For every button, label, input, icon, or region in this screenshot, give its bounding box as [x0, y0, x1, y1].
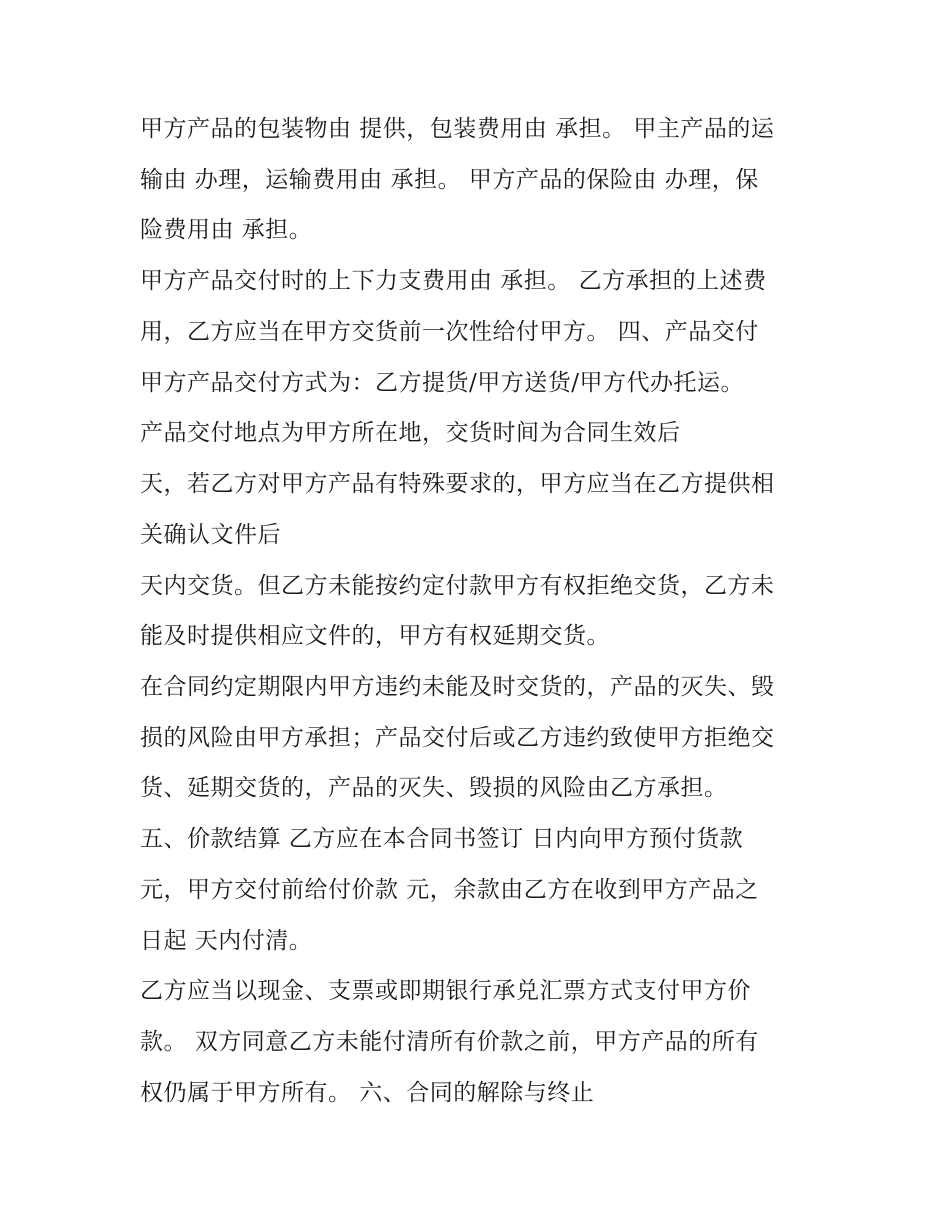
text-line: 输由 办理，运输费用由 承担。 甲方产品的保险由 办理，保	[140, 167, 759, 193]
text-line: 乙方应当以现金、支票或即期银行承兑汇票方式支付甲方价	[140, 978, 751, 1004]
text-line: 产品交付地点为甲方所在地，交货时间为合同生效后	[140, 420, 681, 446]
text-line: 在合同约定期限内甲方违约未能及时交货的，产品的灭失、毁	[140, 674, 775, 700]
text-line: 款。 双方同意乙方未能付清所有价款之前，甲方产品的所有	[140, 1029, 759, 1055]
text-line: 能及时提供相应文件的，甲方有权延期交货。	[140, 623, 610, 649]
text-line: 元，甲方交付前给付价款 元，余款由乙方在收到甲方产品之	[140, 877, 759, 903]
text-line: 天内交货。但乙方未能按约定付款甲方有权拒绝交货，乙方未	[140, 573, 775, 599]
text-line: 甲方产品交付时的上下力支费用由 承担。 乙方承担的上述费	[140, 268, 767, 294]
text-line: 权仍属于甲方所有。 六、合同的解除与终止	[140, 1080, 595, 1106]
text-line: 天，若乙方对甲方产品有特殊要求的，甲方应当在乙方提供相	[140, 471, 775, 497]
text-line: 用，乙方应当在甲方交货前一次性给付甲方。 四、产品交付	[140, 319, 759, 345]
text-line: 关确认文件后	[140, 522, 281, 548]
text-line: 险费用由 承担。	[140, 217, 313, 243]
text-line: 甲方产品的包装物由 提供，包装费用由 承担。 甲主产品的运	[140, 116, 775, 142]
text-line: 甲方产品交付方式为：乙方提货/甲方送货/甲方代办托运。	[140, 370, 744, 396]
text-line: 五、价款结算 乙方应在本合同书签订 日内向甲方预付货款	[140, 826, 744, 852]
text-line: 损的风险由甲方承担；产品交付后或乙方违约致使甲方拒绝交	[140, 725, 775, 751]
text-line: 日起 天内付清。	[140, 928, 313, 954]
text-line: 货、延期交货的，产品的灭失、毁损的风险由乙方承担。	[140, 775, 728, 801]
